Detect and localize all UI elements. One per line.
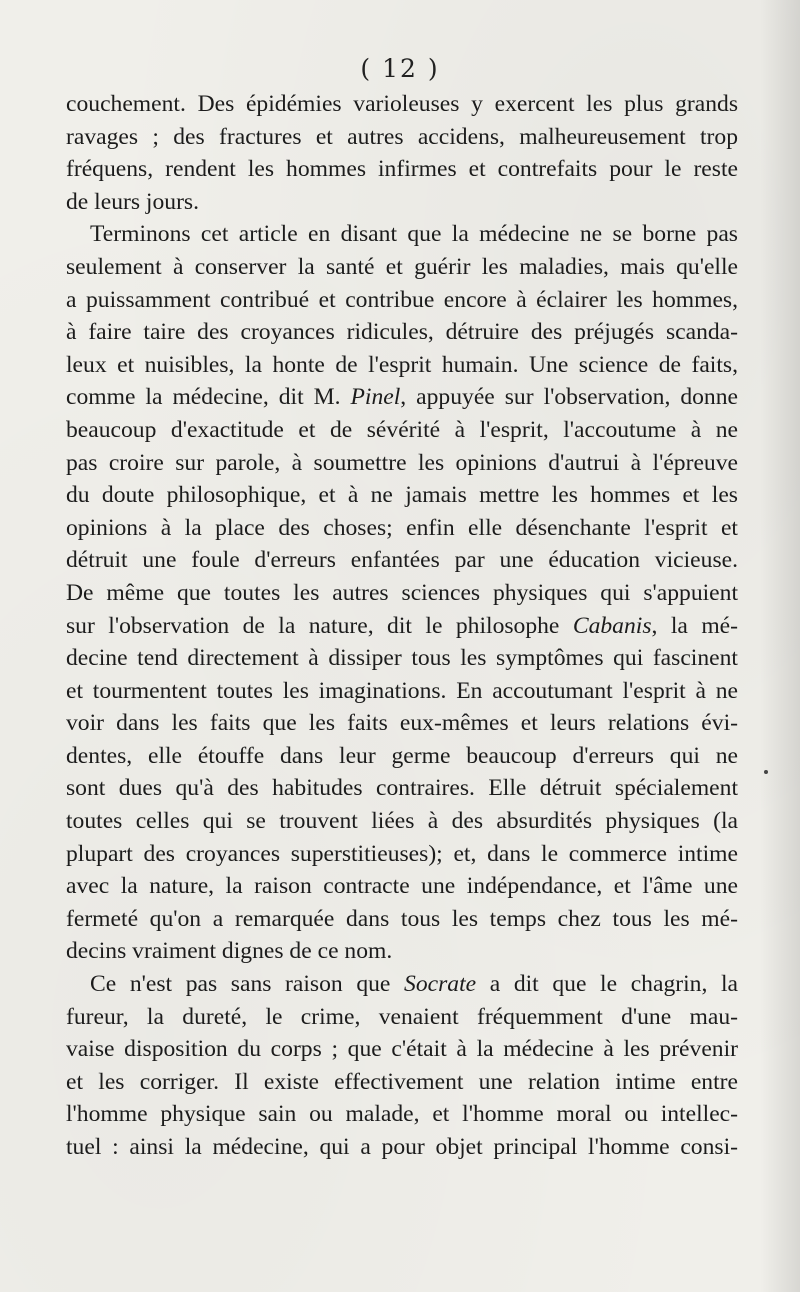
page-edge-shadow — [760, 0, 800, 1292]
text-line: Ce n'est pas sans raison que Socrate a dit que le chagrin, la — [90, 971, 738, 998]
text-line: à faire taire des croyances ridicules, détruire des préjugés scanda- — [66, 319, 738, 346]
text-line: de leurs jours. — [66, 188, 200, 215]
text-line: De même que toutes les autres sciences physiques qui s'appuient — [66, 579, 738, 606]
paragraph-3 — [66, 968, 738, 1164]
margin-mark — [764, 770, 768, 774]
text-line: leux et nuisibles, la honte de l'esprit humain. Une science de faits, — [66, 351, 738, 378]
text-line: sont dues qu'à des habitudes contraires. Elle détruit spécialement — [66, 775, 738, 802]
text-line: tuel : ainsi la médecine, qui a pour objet principal l'homme consi- — [66, 1134, 738, 1160]
body-text — [66, 88, 738, 1164]
text-line: ravages ; des fractures et autres accidens, malheureusement trop — [66, 123, 738, 150]
text-line: beaucoup d'exactitude et de sévérité à l'esprit, l'accoutume à ne — [66, 416, 738, 443]
text-line: l'homme physique sain ou malade, et l'homme moral ou intellec- — [66, 1101, 738, 1128]
text-line: plupart des croyances superstitieuses); et, dans le commerce intime — [66, 840, 738, 867]
text-line: et les corriger. Il existe effectivement une relation intime entre — [66, 1068, 738, 1095]
text-line: avec la nature, la raison contracte une indépendance, et l'âme une — [66, 873, 738, 900]
text-line: sur l'observation de la nature, dit le philosophe Cabanis, la mé- — [66, 612, 738, 639]
text-line: decins vraiment dignes de ce nom. — [66, 938, 393, 965]
text-line: du doute philosophique, et à ne jamais mettre les hommes et les — [66, 482, 738, 509]
text-line: Terminons cet article en disant que la médecine ne se borne pas — [90, 221, 738, 248]
text-line: a puissamment contribué et contribue encore à éclairer les hommes, — [66, 286, 738, 313]
text-line: vaise disposition du corps ; que c'était à la médecine à les prévenir — [66, 1036, 738, 1063]
text-line: seulement à conserver la santé et guérir les maladies, mais qu'elle — [66, 253, 738, 280]
text-line: decine tend directement à dissiper tous les symptômes qui fascinent — [66, 645, 738, 672]
text-line: fureur, la dureté, le crime, venaient fréquemment d'une mau- — [66, 1003, 738, 1030]
page-number: ( 12 ) — [360, 54, 440, 83]
text-line: toutes celles qui se trouvent liées à des absurdités physiques (la — [66, 808, 738, 835]
text-line: fermeté qu'on a remarquée dans tous les temps chez tous les mé- — [66, 905, 738, 932]
paragraph-1 — [66, 88, 738, 218]
paragraph-2 — [66, 218, 738, 968]
text-line: couchement. Des épidémies varioleuses y exercent les plus grands — [66, 91, 738, 117]
text-line: pas croire sur parole, à soumettre les opinions d'autrui à l'épreuve — [66, 449, 738, 476]
text-line: comme la médecine, dit M. Pinel, appuyée sur l'observation, donne — [66, 384, 739, 411]
text-line: fréquens, rendent les hommes infirmes et contrefaits pour le reste — [66, 156, 738, 183]
text-line: voir dans les faits que les faits eux-mêmes et leurs relations évi- — [66, 710, 738, 737]
text-line: détruit une foule d'erreurs enfantées par une éducation vicieuse. — [66, 547, 738, 574]
text-line: dentes, elle étouffe dans leur germe beaucoup d'erreurs qui ne — [66, 742, 738, 769]
text-line: opinions à la place des choses; enfin elle désenchante l'esprit et — [66, 514, 738, 541]
text-line: et tourmentent toutes les imaginations. En accoutumant l'esprit à ne — [66, 677, 738, 704]
